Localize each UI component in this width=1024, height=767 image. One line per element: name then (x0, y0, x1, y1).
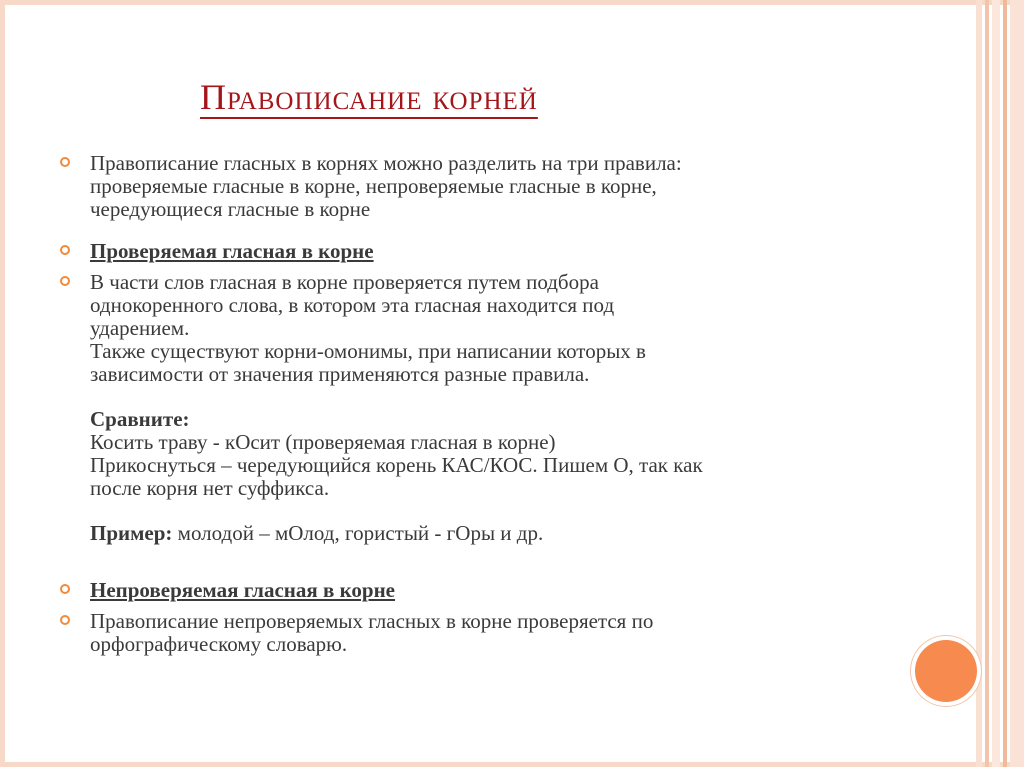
slide-title: Правописание корней (200, 77, 538, 117)
example-text: молодой – мОлод, гористый - гОры и др. (172, 521, 544, 545)
section1-line: В части слов гласная в корне проверяется путем подбора (90, 270, 599, 294)
section1-heading: Проверяемая гласная в корне (90, 239, 374, 263)
bullet-icon (60, 157, 70, 167)
stripe (985, 0, 989, 767)
list-item-section1-heading (60, 240, 920, 263)
compare-label: Сравните: (90, 407, 190, 431)
section1-line: ударением. (90, 316, 190, 340)
section1-line: зависимости от значения применяются разные правила. (90, 362, 590, 386)
section2-heading: Непроверяемая гласная в корне (90, 578, 396, 602)
slide-content (60, 152, 920, 656)
bullet-icon (60, 245, 70, 255)
stripe (992, 0, 1000, 767)
list-item-section1-body (60, 271, 920, 545)
section2-line: орфографическому словарю. (90, 632, 348, 656)
list-item-intro (60, 152, 920, 221)
compare-line: Прикоснуться – чередующийся корень КАС/КОС. Пишем О, так как (90, 453, 703, 477)
section2-line: Правописание непроверяемых гласных в корне проверяется по (90, 609, 654, 633)
bullet-icon (60, 276, 70, 286)
example-line (90, 522, 920, 545)
list-item-section2-body (60, 610, 920, 656)
intro-line: Правописание гласных в корнях можно разделить на три правила: (90, 151, 682, 175)
bullet-icon (60, 615, 70, 625)
intro-line: чередующиеся гласные в корне (90, 197, 371, 221)
frame-bottom (0, 762, 1024, 767)
frame-left (0, 0, 5, 767)
intro-line: проверяемые гласные в корне, непроверяемые гласные в корне, (90, 174, 657, 198)
stripe (976, 0, 982, 767)
example-label: Пример: (90, 521, 173, 545)
frame-top (0, 0, 1024, 5)
stripe (1003, 0, 1007, 767)
compare-line: Косить траву - кОсит (проверяемая гласная в корне) (90, 430, 556, 454)
compare-line: после корня нет суффикса. (90, 476, 330, 500)
stripe (1010, 0, 1024, 767)
bullet-icon (60, 584, 70, 594)
list-item-section2-heading (60, 579, 920, 602)
section1-line: однокоренного слова, в котором эта гласная находится под (90, 293, 615, 317)
decorative-stripes (976, 0, 1024, 767)
section1-line: Также существуют корни-омонимы, при написании которых в (90, 339, 646, 363)
decorative-circle-icon (915, 640, 977, 702)
